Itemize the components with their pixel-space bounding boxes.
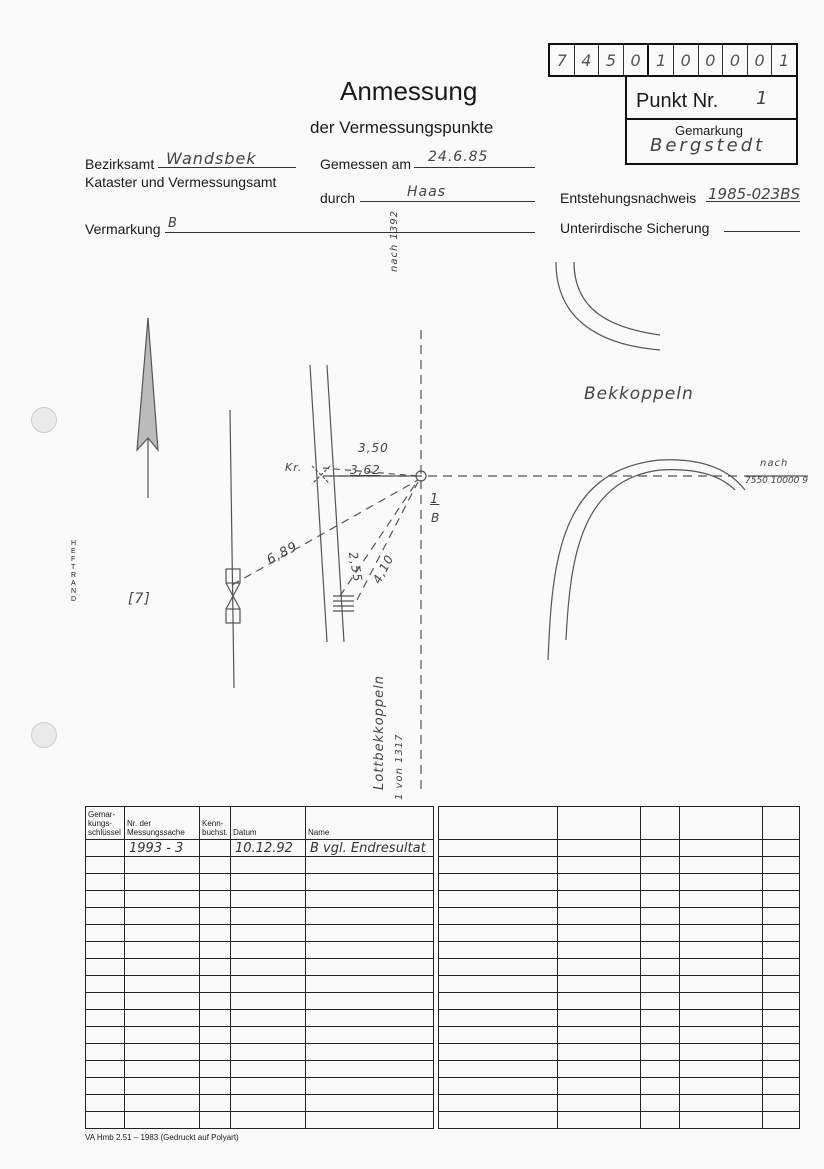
table-cell <box>306 1010 434 1027</box>
table-cell <box>763 874 800 891</box>
table-row <box>439 1095 800 1112</box>
table-cell <box>125 874 200 891</box>
table-cell <box>231 925 306 942</box>
table-row <box>439 891 800 908</box>
table-cell <box>86 925 125 942</box>
unterirdisch-label: Unterirdische Sicherung <box>560 220 710 236</box>
table-cell <box>558 925 641 942</box>
table-cell <box>125 1061 200 1078</box>
fence-line <box>230 410 234 688</box>
table-row <box>86 993 434 1010</box>
table-row <box>86 874 434 891</box>
table-cell <box>231 1027 306 1044</box>
table-cell <box>306 874 434 891</box>
point-mark: B <box>431 511 441 525</box>
label-bracket-7: [7] <box>128 591 151 607</box>
table-cell <box>86 1027 125 1044</box>
table-cell <box>439 908 558 925</box>
gemessen-value: 24.6.85 <box>428 149 489 165</box>
digit: 5 <box>599 45 624 75</box>
digit: 1 <box>779 50 790 70</box>
steps <box>333 596 354 611</box>
table-cell <box>763 1010 800 1027</box>
table-cell <box>763 976 800 993</box>
table-cell <box>439 840 558 857</box>
table-cell <box>641 993 680 1010</box>
table-cell <box>763 1112 800 1129</box>
table-cell <box>641 908 680 925</box>
table-row <box>439 874 800 891</box>
table-row <box>86 1044 434 1061</box>
header-empty <box>763 807 800 840</box>
table-cell <box>125 891 200 908</box>
table-cell <box>558 1078 641 1095</box>
table-cell <box>125 942 200 959</box>
digit: 4 <box>575 45 600 75</box>
table-cell <box>439 1027 558 1044</box>
table-cell <box>439 1010 558 1027</box>
table-cell <box>558 1044 641 1061</box>
table-cell <box>125 1095 200 1112</box>
label-nach-right-1: nach <box>760 458 789 469</box>
register-table-left <box>85 806 434 1129</box>
label-689: 6,89 <box>264 539 301 568</box>
header-schluessel: Gemar-kungs-schlüssel <box>86 807 125 840</box>
table-row <box>86 959 434 976</box>
vermarkung-label: Vermarkung <box>85 221 161 237</box>
label-410: 4,10 <box>369 552 397 586</box>
cell-name: B vgl. Endresultat <box>306 840 434 857</box>
table-row <box>439 1061 800 1078</box>
table-cell <box>680 942 763 959</box>
punkt-label: Punkt Nr. <box>636 90 719 112</box>
table-cell <box>231 891 306 908</box>
header-empty <box>641 807 680 840</box>
table-cell <box>439 1044 558 1061</box>
table-row <box>86 1010 434 1027</box>
curve-road-outer <box>548 460 745 660</box>
table-cell <box>680 976 763 993</box>
table-row <box>439 908 800 925</box>
table-cell <box>86 1061 125 1078</box>
header-name: Name <box>306 807 434 840</box>
durch-label: durch <box>320 190 356 206</box>
table-row <box>439 942 800 959</box>
table-cell <box>641 891 680 908</box>
table-cell <box>763 840 800 857</box>
table-cell <box>231 857 306 874</box>
table-cell <box>763 891 800 908</box>
table-cell <box>200 1044 231 1061</box>
header-datum: Datum <box>231 807 306 840</box>
table-cell <box>439 942 558 959</box>
table-cell <box>641 1061 680 1078</box>
table-cell <box>231 1112 306 1129</box>
entstehung-label: Entstehungsnachweis <box>560 190 697 206</box>
vermarkung-value: B <box>168 216 178 231</box>
table-cell <box>680 925 763 942</box>
table-cell <box>86 1112 125 1129</box>
table-cell <box>231 908 306 925</box>
table-cell <box>641 959 680 976</box>
table-row <box>439 976 800 993</box>
table-row <box>439 1027 800 1044</box>
digit: 0 <box>748 45 773 75</box>
table-cell <box>680 908 763 925</box>
table-row <box>86 925 434 942</box>
table-cell <box>641 976 680 993</box>
table-cell <box>200 976 231 993</box>
table-cell <box>86 908 125 925</box>
table-cell <box>680 1095 763 1112</box>
table-cell <box>306 1061 434 1078</box>
gemarkung-value: Bergstedt <box>650 135 766 156</box>
table-cell <box>231 1010 306 1027</box>
table-row <box>86 1061 434 1078</box>
table-cell <box>763 1061 800 1078</box>
digit: 0 <box>674 45 699 75</box>
footer-form-id: VA Hmb 2.51 – 1983 (Gedruckt auf Polyart) <box>85 1133 239 1142</box>
table-cell <box>231 942 306 959</box>
table-cell <box>86 1044 125 1061</box>
table-cell <box>125 1027 200 1044</box>
table-cell <box>86 857 125 874</box>
table-cell <box>439 1078 558 1095</box>
label-255: 2,55 <box>345 550 365 584</box>
table-cell <box>86 891 125 908</box>
table-cell <box>306 993 434 1010</box>
punkt-value: 1 <box>756 88 769 109</box>
table-cell <box>763 857 800 874</box>
table-cell <box>306 891 434 908</box>
table-cell <box>558 942 641 959</box>
cell-nr: 1993 - 3 <box>125 840 200 857</box>
table-cell <box>86 1095 125 1112</box>
table-cell <box>680 1112 763 1129</box>
table-cell <box>680 1061 763 1078</box>
table-cell <box>680 891 763 908</box>
label-kr: Kr. <box>285 461 303 474</box>
table-cell <box>680 1010 763 1027</box>
table-cell <box>680 840 763 857</box>
label-von: 1 von 1317 <box>394 733 405 800</box>
header-nr: Nr. der Messungssache <box>125 807 200 840</box>
table-cell <box>763 1044 800 1061</box>
label-nach-right-2: 7550 10000 9 <box>745 476 808 486</box>
table-cell <box>231 976 306 993</box>
curve-road-inner <box>566 470 735 640</box>
table-cell <box>558 1112 641 1129</box>
table-cell <box>306 942 434 959</box>
table-cell <box>641 1095 680 1112</box>
measure-line-410 <box>357 482 418 600</box>
label-bekkoppeln: Bekkoppeln <box>584 384 694 404</box>
table-cell <box>558 891 641 908</box>
table-cell <box>439 976 558 993</box>
header-empty <box>558 807 641 840</box>
table-cell <box>231 959 306 976</box>
table-cell <box>125 959 200 976</box>
table-cell <box>86 959 125 976</box>
table-cell <box>439 891 558 908</box>
table-cell <box>558 1010 641 1027</box>
table-cell <box>680 1078 763 1095</box>
table-cell <box>200 874 231 891</box>
table-cell <box>641 1112 680 1129</box>
table-cell <box>680 1027 763 1044</box>
table-cell <box>763 1078 800 1095</box>
table-cell <box>641 874 680 891</box>
table-cell <box>558 1061 641 1078</box>
table-row <box>439 925 800 942</box>
table-cell <box>306 1027 434 1044</box>
entstehung-value: 1985-023BS <box>708 185 801 203</box>
table-cell <box>231 1061 306 1078</box>
label-362: 3,62 <box>350 463 381 477</box>
table-row <box>86 840 434 857</box>
table-cell <box>125 857 200 874</box>
table-cell <box>680 959 763 976</box>
table-cell <box>641 857 680 874</box>
table-cell <box>200 1027 231 1044</box>
table-cell <box>306 857 434 874</box>
table-cell <box>306 908 434 925</box>
table-row <box>86 1027 434 1044</box>
table-cell <box>231 1044 306 1061</box>
table-row <box>86 1078 434 1095</box>
table-cell <box>641 1078 680 1095</box>
table-cell <box>439 993 558 1010</box>
table-cell <box>558 857 641 874</box>
table-cell <box>86 874 125 891</box>
table-row <box>86 891 434 908</box>
table-cell <box>763 959 800 976</box>
table-cell <box>200 1095 231 1112</box>
table-cell <box>200 857 231 874</box>
table-cell <box>558 840 641 857</box>
label-nach-top: nach 1392 <box>389 210 400 272</box>
table-cell <box>306 959 434 976</box>
table-cell <box>680 857 763 874</box>
table-cell <box>641 942 680 959</box>
kataster-label: Kataster und Vermessungsamt <box>85 174 277 190</box>
digit: 0 <box>699 45 724 75</box>
bezirksamt-label: Bezirksamt <box>85 156 155 172</box>
label-heftrand: HEFTRAND <box>71 540 77 603</box>
table-cell <box>439 1095 558 1112</box>
table-cell <box>558 1027 641 1044</box>
table-row <box>86 1112 434 1129</box>
cell-kenn <box>200 840 231 857</box>
table-cell <box>125 1010 200 1027</box>
table-cell <box>680 874 763 891</box>
table-cell <box>558 1095 641 1112</box>
table-cell <box>680 1044 763 1061</box>
table-cell <box>439 959 558 976</box>
table-cell <box>200 1010 231 1027</box>
table-cell <box>641 1044 680 1061</box>
table-cell <box>200 908 231 925</box>
table-cell <box>200 959 231 976</box>
page-title: Anmessung <box>340 76 478 106</box>
table-cell <box>125 925 200 942</box>
table-cell <box>125 1078 200 1095</box>
table-row <box>439 1112 800 1129</box>
table-cell <box>641 1027 680 1044</box>
table-cell <box>763 942 800 959</box>
table-cell <box>763 1027 800 1044</box>
table-cell <box>125 993 200 1010</box>
table-cell <box>231 1095 306 1112</box>
table-row <box>86 942 434 959</box>
table-cell <box>200 1112 231 1129</box>
durch-value: Haas <box>407 184 446 200</box>
table-row <box>86 976 434 993</box>
curve-top-outer <box>556 262 660 350</box>
table-row <box>439 1078 800 1095</box>
bezirksamt-value: Wandsbek <box>166 149 257 168</box>
table-cell <box>86 942 125 959</box>
table-cell <box>200 942 231 959</box>
table-cell <box>200 993 231 1010</box>
table-row <box>439 840 800 857</box>
cell-schluessel <box>86 840 125 857</box>
table-row <box>439 993 800 1010</box>
table-cell <box>558 993 641 1010</box>
table-cell <box>763 1095 800 1112</box>
table-cell <box>641 840 680 857</box>
cell-datum: 10.12.92 <box>231 840 306 857</box>
table-cell <box>439 857 558 874</box>
table-cell <box>763 925 800 942</box>
table-cell <box>306 1044 434 1061</box>
table-cell <box>558 976 641 993</box>
table-cell <box>200 1078 231 1095</box>
table-cell <box>86 976 125 993</box>
table-cell <box>680 993 763 1010</box>
table-row <box>439 857 800 874</box>
curve-top-inner <box>574 262 660 335</box>
digit: 7 <box>550 45 575 75</box>
table-cell <box>439 874 558 891</box>
table-cell <box>306 1112 434 1129</box>
table-row <box>439 1044 800 1061</box>
table-cell <box>125 908 200 925</box>
table-cell <box>558 908 641 925</box>
table-cell <box>763 908 800 925</box>
table-cell <box>200 1061 231 1078</box>
road-line-left <box>310 365 327 642</box>
register-table-right <box>438 806 800 1129</box>
table-cell <box>231 993 306 1010</box>
label-lottbekkoppeln: Lottbekkoppeln <box>372 674 387 790</box>
table-cell <box>306 976 434 993</box>
table-cell <box>558 874 641 891</box>
page-subtitle: der Vermessungspunkte <box>310 118 494 137</box>
header-empty <box>439 807 558 840</box>
table-cell <box>86 1010 125 1027</box>
point-number: 1 <box>430 492 440 507</box>
header-empty <box>680 807 763 840</box>
table-cell <box>641 925 680 942</box>
table-cell <box>86 993 125 1010</box>
table-row <box>86 908 434 925</box>
table-cell <box>641 1010 680 1027</box>
gemessen-label: Gemessen am <box>320 156 412 172</box>
digit: 0 <box>624 45 650 75</box>
table-cell <box>558 959 641 976</box>
table-cell <box>125 1044 200 1061</box>
table-row <box>439 959 800 976</box>
table-cell <box>439 925 558 942</box>
table-row <box>439 1010 800 1027</box>
table-cell <box>231 874 306 891</box>
table-cell <box>86 1078 125 1095</box>
table-cell <box>439 1061 558 1078</box>
header-kenn: Kenn-buchst. <box>200 807 231 840</box>
gemarkung-label: Gemarkung <box>675 123 743 138</box>
table-cell <box>439 1112 558 1129</box>
table-cell <box>231 1078 306 1095</box>
table-cell <box>306 925 434 942</box>
table-cell <box>200 925 231 942</box>
table-row <box>86 857 434 874</box>
table-row <box>86 1095 434 1112</box>
digit: 1 <box>649 45 674 75</box>
label-350: 3,50 <box>358 441 389 455</box>
table-cell <box>306 1095 434 1112</box>
table-cell <box>125 976 200 993</box>
table-cell <box>763 993 800 1010</box>
digit: 0 <box>723 45 748 75</box>
table-cell <box>125 1112 200 1129</box>
table-cell <box>200 891 231 908</box>
table-cell <box>306 1078 434 1095</box>
north-arrow-head <box>137 318 158 450</box>
